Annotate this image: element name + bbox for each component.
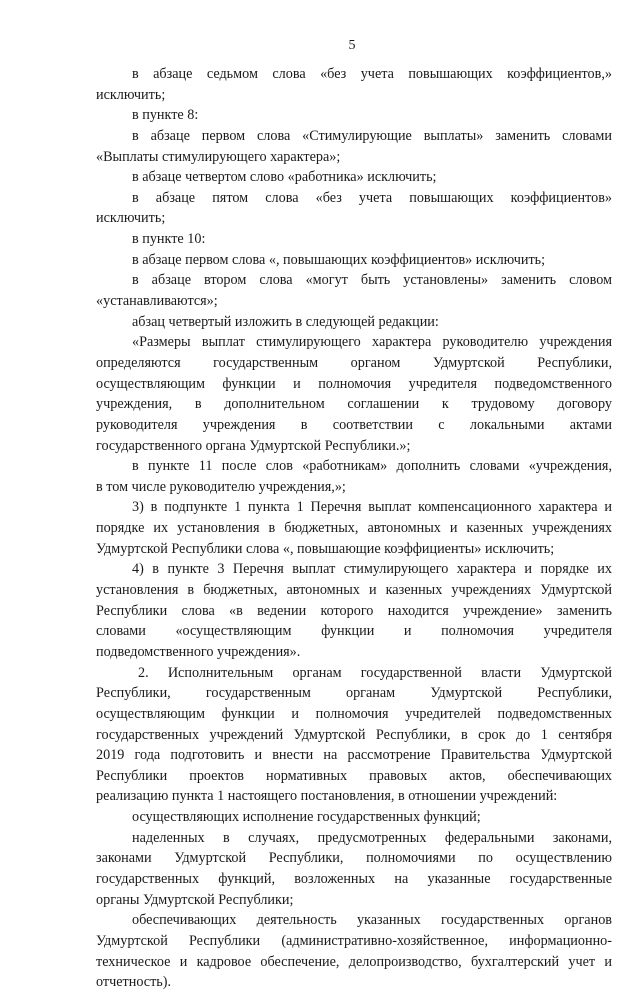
text-line: в пункте 10: <box>132 231 206 248</box>
page-number: 5 <box>348 38 356 53</box>
text-line: осуществляющим функции и полномочия учредителей подведомственных <box>96 705 612 722</box>
text-line: словами «осуществляющим функции и полномочия учредителя <box>96 623 612 640</box>
text-line: учреждения, в дополнительном соглашении к трудовому договору <box>96 396 612 413</box>
text-line: 2. Исполнительным органам государственной власти Удмуртской <box>138 664 612 681</box>
text-line: законами Удмуртской Республики, полномочиями по осуществлению <box>96 850 612 867</box>
text-line: в пункте 8: <box>132 107 199 124</box>
text-line: подведомственного учреждения». <box>96 643 301 660</box>
text-line: 4) в пункте 3 Перечня выплат стимулирующего характера и порядке их <box>132 561 612 578</box>
text-line: определяются государственным органом Удмуртской Республики, <box>96 354 612 371</box>
text-line: техническое и кадровое обеспечение, делопроизводство, бухгалтерский учет и <box>96 953 612 970</box>
text-line: абзац четвертый изложить в следующей редакции: <box>132 313 439 330</box>
text-line: «Размеры выплат стимулирующего характера руководителю учреждения <box>132 334 612 351</box>
text-line: руководителя учреждения в соответствии с локальными актами <box>96 416 612 433</box>
text-line: обеспечивающих деятельность указанных государственных органов <box>132 912 612 929</box>
text-line: органы Удмуртской Республики; <box>96 891 294 908</box>
text-line: в том числе руководителю учреждения,»; <box>96 478 346 495</box>
text-line: порядке их установления в бюджетных, автономных и казенных учреждениях <box>96 520 612 537</box>
text-line: 3) в подпункте 1 пункта 1 Перечня выплат компенсационного характера и <box>132 499 612 516</box>
text-line: «устанавливаются»; <box>96 293 218 310</box>
text-line: исключить; <box>96 210 166 227</box>
text-line: в абзаце первом слова «Стимулирующие выплаты» заменить словами <box>132 127 612 144</box>
text-line: в абзаце втором слова «могут быть установлены» заменить словом <box>132 272 612 289</box>
text-line: исключить; <box>96 86 166 103</box>
text-line: в пункте 11 после слов «работникам» дополнить словами «учреждения, <box>132 458 612 475</box>
text-line: в абзаце первом слова «, повышающих коэффициентов» исключить; <box>132 251 546 268</box>
text-line: «Выплаты стимулирующего характера»; <box>96 148 341 165</box>
text-line: Удмуртской Республики слова «, повышающие коэффициенты» исключить; <box>96 540 555 557</box>
text-line: в абзаце седьмом слова «без учета повышающих коэффициентов,» <box>132 66 612 82</box>
text-line: государственных учреждений Удмуртской Республики, в срок до 1 сентября <box>96 726 612 743</box>
text-line: Удмуртской Республики (административно-хозяйственное, информационно- <box>96 932 612 949</box>
document-page <box>96 36 612 993</box>
text-line: отчетность). <box>96 974 172 991</box>
text-line: Республики проектов нормативных правовых актов, обеспечивающих <box>96 767 612 784</box>
text-line: установления в бюджетных, автономных и казенных учреждениях Удмуртской <box>96 582 612 599</box>
text-line: осуществляющих исполнение государственных функций; <box>132 809 481 826</box>
text-line: Республики слова «в ведении которого находится учреждение» заменить <box>96 602 612 619</box>
text-line: Республики, государственным органам Удмуртской Республики, <box>96 685 612 702</box>
text-line: осуществляющим функции и полномочия учредителя подведомственного <box>96 375 612 392</box>
document-body <box>96 64 612 993</box>
text-line: государственного органа Удмуртской Республики.»; <box>96 437 411 454</box>
text-line: в абзаце четвертом слово «работника» исключить; <box>132 169 437 186</box>
text-line: в абзаце пятом слова «без учета повышающих коэффициентов» <box>132 189 612 206</box>
text-line: 2019 года подготовить и внести на рассмотрение Правительства Удмуртской <box>96 747 612 764</box>
text-line: государственных функций, возложенных на указанные государственные <box>96 870 612 887</box>
text-line: реализацию пункта 1 настоящего постановления, в отношении учреждений: <box>96 788 558 805</box>
text-line: наделенных в случаях, предусмотренных федеральными законами, <box>132 829 612 846</box>
